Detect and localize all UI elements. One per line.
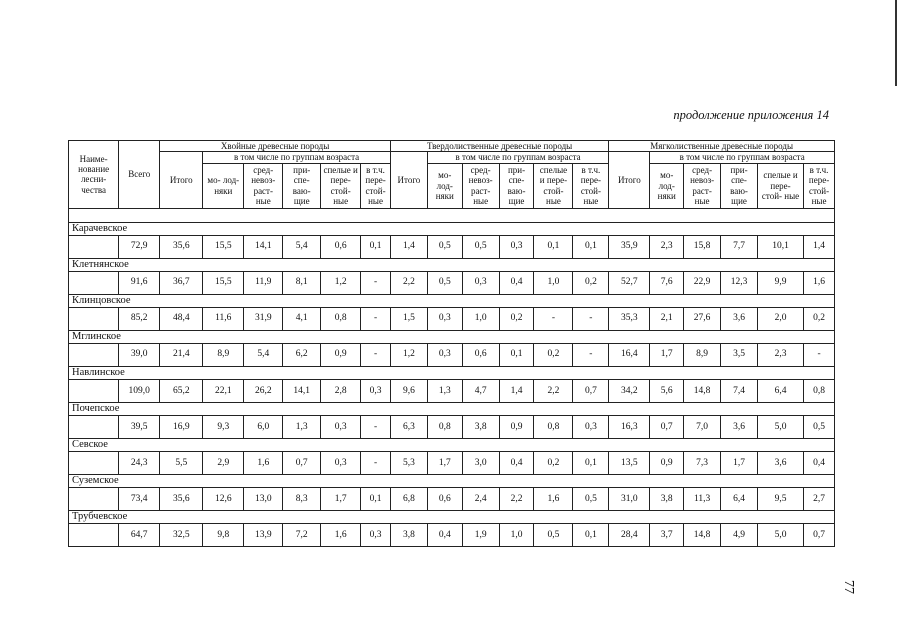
table-cell: 0,2 [534, 343, 573, 366]
empty-name-cell [69, 307, 119, 330]
table-cell: 6,3 [390, 416, 427, 439]
table-cell: 73,4 [119, 488, 160, 511]
empty-name-cell [69, 488, 119, 511]
table-cell: 2,3 [757, 343, 803, 366]
table-cell: 0,1 [573, 452, 609, 475]
table-cell: 2,2 [499, 488, 534, 511]
table-cell: 0,5 [427, 271, 462, 294]
table-cell: 3,8 [390, 524, 427, 547]
header-age-col: сред- невоз- раст- ные [684, 163, 721, 208]
table-cell: 1,2 [390, 343, 427, 366]
table-cell: 1,3 [283, 416, 321, 439]
table-cell: - [534, 307, 573, 330]
table-cell: 12,3 [721, 271, 758, 294]
table-row [69, 488, 835, 511]
empty-name-cell [69, 380, 119, 403]
table-cell: 1,7 [721, 452, 758, 475]
table-cell: 0,3 [427, 307, 462, 330]
table-cell: 5,4 [283, 235, 321, 258]
table-cell: 0,4 [804, 452, 835, 475]
empty-name-cell [69, 343, 119, 366]
table-cell: 6,4 [721, 488, 758, 511]
table-cell: 0,6 [321, 235, 361, 258]
table-cell: 28,4 [609, 524, 650, 547]
table-cell: 0,1 [573, 524, 609, 547]
table-cell: 39,0 [119, 343, 160, 366]
table-cell: 2,4 [462, 488, 499, 511]
table-cell: 0,7 [573, 380, 609, 403]
table-cell: 0,4 [499, 271, 534, 294]
table-cell: - [804, 343, 835, 366]
table-cell: 0,9 [650, 452, 684, 475]
table-cell: 15,5 [203, 271, 244, 294]
table-cell: - [573, 307, 609, 330]
table-row [69, 380, 835, 403]
table-cell: 3,8 [462, 416, 499, 439]
table-cell: 39,5 [119, 416, 160, 439]
table-cell: - [361, 271, 391, 294]
header-subtotal: Итого [390, 152, 427, 208]
table-cell: - [573, 343, 609, 366]
table-cell: 1,0 [534, 271, 573, 294]
empty-name-cell [69, 452, 119, 475]
table-cell: 0,1 [361, 488, 391, 511]
header-age-col: в т.ч. пере- стой- ные [573, 163, 609, 208]
table-cell: 1,4 [804, 235, 835, 258]
table-cell: 2,2 [390, 271, 427, 294]
table-cell: 0,2 [573, 271, 609, 294]
table-cell: 2,2 [534, 380, 573, 403]
forestry-name: Карачевское [69, 222, 835, 235]
table-cell: 3,8 [650, 488, 684, 511]
header-spacer [69, 208, 835, 222]
header-age-col: при- спе- ваю- щие [499, 163, 534, 208]
table-cell: 15,5 [203, 235, 244, 258]
table-cell: 0,3 [361, 524, 391, 547]
table-cell: 1,3 [427, 380, 462, 403]
header-group-hardwood: Твердолиственные древесные породы [390, 141, 608, 152]
table-cell: 0,5 [534, 524, 573, 547]
table-cell: 12,6 [203, 488, 244, 511]
forestry-name: Трубчевское [69, 511, 835, 524]
table-cell: 8,1 [283, 271, 321, 294]
table-cell: 7,0 [684, 416, 721, 439]
table-cell: 34,2 [609, 380, 650, 403]
table-cell: 8,3 [283, 488, 321, 511]
table-cell: 0,3 [499, 235, 534, 258]
table-cell: 2,0 [757, 307, 803, 330]
table-cell: 5,0 [757, 416, 803, 439]
table-cell: 10,1 [757, 235, 803, 258]
table-cell: 6,8 [390, 488, 427, 511]
table-cell: 0,9 [499, 416, 534, 439]
table-cell: 0,3 [361, 380, 391, 403]
table-row [69, 343, 835, 366]
table-cell: 31,9 [244, 307, 283, 330]
header-age-col: мо- лод- няки [203, 163, 244, 208]
table-cell: 14,8 [684, 524, 721, 547]
table-cell: 72,9 [119, 235, 160, 258]
table-cell: 3,6 [721, 307, 758, 330]
forestry-name: Навлинское [69, 366, 835, 379]
table-cell: 22,9 [684, 271, 721, 294]
forestry-name: Клинцовское [69, 294, 835, 307]
table-cell: 0,6 [427, 488, 462, 511]
table-cell: 109,0 [119, 380, 160, 403]
header-age-col: сред- невоз- раст- ные [462, 163, 499, 208]
table-row [69, 235, 835, 258]
table-cell: 0,8 [321, 307, 361, 330]
table-cell: - [361, 307, 391, 330]
forestry-name: Почепское [69, 403, 835, 416]
table-cell: 0,2 [499, 307, 534, 330]
table-cell: 4,1 [283, 307, 321, 330]
table-cell: 52,7 [609, 271, 650, 294]
table-cell: 13,0 [244, 488, 283, 511]
table-cell: 6,4 [757, 380, 803, 403]
table-cell: 9,9 [757, 271, 803, 294]
header-age-col: сред- невоз- раст- ные [244, 163, 283, 208]
table-cell: 3,6 [757, 452, 803, 475]
empty-name-cell [69, 416, 119, 439]
table-cell: 9,5 [757, 488, 803, 511]
table-cell: 36,7 [160, 271, 203, 294]
table-cell: 8,9 [684, 343, 721, 366]
forestry-name: Мглинское [69, 330, 835, 343]
table-row [69, 416, 835, 439]
table-cell: 1,6 [321, 524, 361, 547]
table-cell: 35,6 [160, 235, 203, 258]
table-cell: 7,2 [283, 524, 321, 547]
header-age-col: при- спе- ваю- щие [283, 163, 321, 208]
empty-name-cell [69, 524, 119, 547]
table-cell: 15,8 [684, 235, 721, 258]
table-cell: 0,1 [573, 235, 609, 258]
table-cell: 0,3 [321, 416, 361, 439]
header-age-col: при- спе- ваю- щие [721, 163, 758, 208]
table-cell: 4,7 [462, 380, 499, 403]
table-cell: 2,7 [804, 488, 835, 511]
table-cell: 3,0 [462, 452, 499, 475]
caption: продолжение приложения 14 [673, 108, 829, 122]
table-cell: 1,0 [499, 524, 534, 547]
forestry-name: Суземское [69, 475, 835, 488]
table-cell: 1,6 [804, 271, 835, 294]
table-cell: 31,0 [609, 488, 650, 511]
page-edge-line [895, 0, 897, 86]
table-cell: 0,1 [499, 343, 534, 366]
table-cell: 2,3 [650, 235, 684, 258]
table-cell: 0,2 [534, 452, 573, 475]
table-row [69, 271, 835, 294]
empty-name-cell [69, 271, 119, 294]
header-age-col: в т.ч. пере- стой- ные [804, 163, 835, 208]
table-cell: 0,8 [427, 416, 462, 439]
table-cell: 1,9 [462, 524, 499, 547]
table-cell: 7,3 [684, 452, 721, 475]
table-cell: 14,1 [283, 380, 321, 403]
table-cell: 0,7 [650, 416, 684, 439]
header-group-softwood: Мягколиственные древесные породы [609, 141, 835, 152]
table-cell: 7,4 [721, 380, 758, 403]
table-cell: 1,6 [534, 488, 573, 511]
table-cell: 3,5 [721, 343, 758, 366]
table-cell: 0,1 [361, 235, 391, 258]
table-cell: 5,0 [757, 524, 803, 547]
table-cell: 2,8 [321, 380, 361, 403]
header-age-col: спелые и пере- стой- ные [534, 163, 573, 208]
table-cell: 13,9 [244, 524, 283, 547]
table-cell: 16,9 [160, 416, 203, 439]
table-cell: 5,6 [650, 380, 684, 403]
table-cell: 27,6 [684, 307, 721, 330]
table-cell: 0,2 [804, 307, 835, 330]
table-cell: 6,0 [244, 416, 283, 439]
table-cell: 48,4 [160, 307, 203, 330]
table-cell: 0,5 [427, 235, 462, 258]
table-cell: 11,6 [203, 307, 244, 330]
table-row [69, 452, 835, 475]
table-cell: 1,2 [321, 271, 361, 294]
table-cell: 13,5 [609, 452, 650, 475]
table-cell: 22,1 [203, 380, 244, 403]
table-cell: 11,3 [684, 488, 721, 511]
forestry-name: Севское [69, 439, 835, 452]
header-group-conifer: Хвойные древесные породы [160, 141, 391, 152]
table-cell: 65,2 [160, 380, 203, 403]
table-cell: - [361, 452, 391, 475]
table-cell: 21,4 [160, 343, 203, 366]
empty-name-cell [69, 235, 119, 258]
table-cell: 5,3 [390, 452, 427, 475]
table-cell: 0,7 [283, 452, 321, 475]
header-age-col: спелые и пере- стой- ные [757, 163, 803, 208]
table-cell: 7,6 [650, 271, 684, 294]
table-cell: 0,5 [573, 488, 609, 511]
table-cell: 1,7 [427, 452, 462, 475]
table-cell: 91,6 [119, 271, 160, 294]
table-cell: 1,7 [321, 488, 361, 511]
table-cell: 1,4 [390, 235, 427, 258]
table-cell: 35,3 [609, 307, 650, 330]
table-cell: 2,1 [650, 307, 684, 330]
table-cell: 0,7 [804, 524, 835, 547]
header-age-group-title: в том числе по группам возраста [427, 152, 608, 163]
table-cell: 0,1 [534, 235, 573, 258]
table-cell: 0,3 [573, 416, 609, 439]
header-age-col: в т.ч. пере- стой- ные [361, 163, 391, 208]
table-cell: 26,2 [244, 380, 283, 403]
table-cell: 3,6 [721, 416, 758, 439]
table-cell: 64,7 [119, 524, 160, 547]
table-cell: 9,6 [390, 380, 427, 403]
table-cell: 0,9 [321, 343, 361, 366]
header-age-col: спелые и пере- стой- ные [321, 163, 361, 208]
table-cell: 1,7 [650, 343, 684, 366]
table-cell: 35,9 [609, 235, 650, 258]
table-cell: 7,7 [721, 235, 758, 258]
table-cell: 1,6 [244, 452, 283, 475]
table-cell: 2,9 [203, 452, 244, 475]
table-cell: 0,4 [427, 524, 462, 547]
table-cell: 1,4 [499, 380, 534, 403]
table-cell: 0,5 [462, 235, 499, 258]
table-cell: 5,5 [160, 452, 203, 475]
table-cell: 16,4 [609, 343, 650, 366]
table-cell: 11,9 [244, 271, 283, 294]
table-cell: 0,5 [804, 416, 835, 439]
table-cell: 1,0 [462, 307, 499, 330]
table-cell: 14,8 [684, 380, 721, 403]
page-number: 77 [841, 580, 856, 594]
table-cell: 14,1 [244, 235, 283, 258]
table-cell: 24,3 [119, 452, 160, 475]
table-cell: 16,3 [609, 416, 650, 439]
table-cell: 9,3 [203, 416, 244, 439]
table-cell: - [361, 343, 391, 366]
header-subtotal: Итого [609, 152, 650, 208]
table-cell: 5,4 [244, 343, 283, 366]
table-cell: 0,3 [427, 343, 462, 366]
table-cell: - [361, 416, 391, 439]
header-subtotal: Итого [160, 152, 203, 208]
table-cell: 0,4 [499, 452, 534, 475]
header-age-group-title: в том числе по группам возраста [203, 152, 391, 163]
table-cell: 85,2 [119, 307, 160, 330]
table-cell: 1,5 [390, 307, 427, 330]
header-name-col: Наиме- нование лесни- чества [69, 141, 119, 209]
header-age-col: мо- лод- няки [650, 163, 684, 208]
table-cell: 0,3 [462, 271, 499, 294]
table-cell: 8,9 [203, 343, 244, 366]
table-cell: 0,6 [462, 343, 499, 366]
forestry-name: Клетнянское [69, 258, 835, 271]
header-age-group-title: в том числе по группам возраста [650, 152, 835, 163]
table-cell: 32,5 [160, 524, 203, 547]
table-row [69, 524, 835, 547]
table-cell: 6,2 [283, 343, 321, 366]
table-cell: 35,6 [160, 488, 203, 511]
header-age-col: мо- лод- няки [427, 163, 462, 208]
table-cell: 0,8 [534, 416, 573, 439]
table-cell: 9,8 [203, 524, 244, 547]
forest-table [68, 140, 835, 547]
table-cell: 4,9 [721, 524, 758, 547]
header-total-col: Всего [119, 141, 160, 209]
table-row [69, 307, 835, 330]
table-cell: 0,3 [321, 452, 361, 475]
table-cell: 3,7 [650, 524, 684, 547]
table-cell: 0,8 [804, 380, 835, 403]
